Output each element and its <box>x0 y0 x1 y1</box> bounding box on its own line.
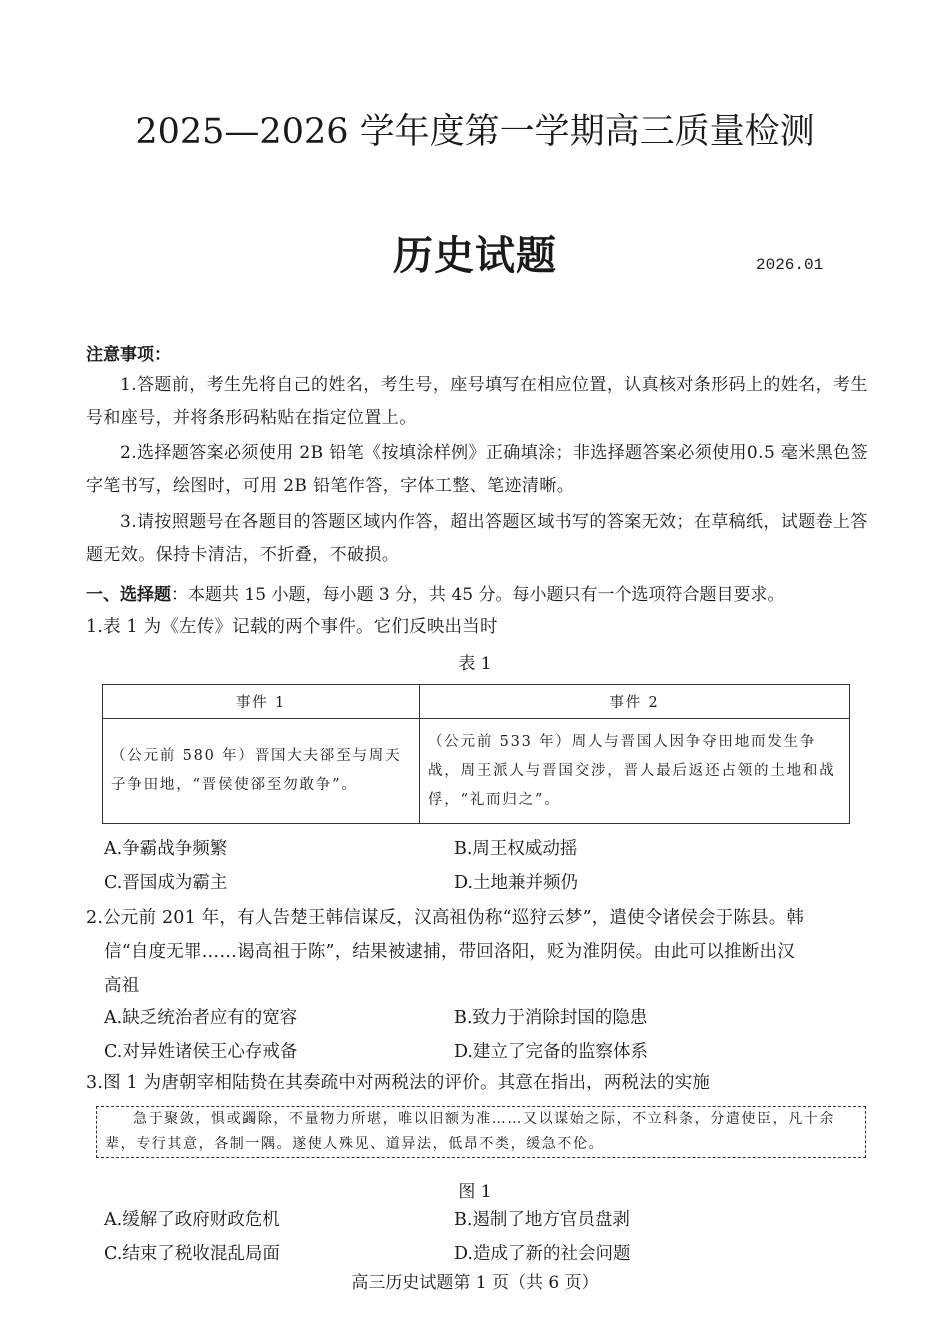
notice-item-2: 2.选择题答案必须使用 2B 铅笔《按填涂样例》正确填涂；非选择题答案必须使用0.5 毫米黑色签字笔书写，绘图时，可用 2B 铅笔作答，字体工整、笔迹清晰。 <box>86 443 868 496</box>
question-3-options <box>104 1201 804 1269</box>
exam-title: 2025—2026 学年度第一学期高三质量检测 <box>135 112 815 152</box>
question-2-options <box>104 999 804 1067</box>
section-description: ：本题共 15 小题，每小题 3 分，共 45 分。每小题只有一个选项符合题目要求。 <box>171 585 785 605</box>
option-b[interactable]: B.周王权威动摇 <box>454 838 578 859</box>
option-d[interactable]: D.造成了新的社会问题 <box>454 1243 631 1264</box>
subject-title: 历史试题 <box>393 232 557 279</box>
table-cell-event-2: （公元前 533 年）周人与晋国人因争夺田地而发生争战，周王派人与晋国交涉，晋人最后返还占领的土地和战俘，“礼而归之”。 <box>420 719 850 824</box>
notice-heading: 注意事项： <box>86 345 171 365</box>
notice-item-1: 1.答题前，考生先将自己的姓名，考生号，座号填写在相应位置，认真核对条形码上的姓名，考生号和座号，并将条形码粘贴在指定位置上。 <box>86 375 868 428</box>
section-heading <box>86 580 785 605</box>
option-d[interactable]: D.建立了完备的监察体系 <box>454 1041 648 1062</box>
option-c[interactable]: C.晋国成为霸主 <box>104 872 228 893</box>
table-1-caption: 表 1 <box>458 654 492 674</box>
question-2-stem-line-1: 2.公元前 201 年，有人告楚王韩信谋反，汉高祖伪称“巡狩云梦”，遣使令诸侯会于陈县。韩 <box>86 908 805 928</box>
exam-date: 2026.01 <box>756 256 824 274</box>
question-2-stem-line-3: 高祖 <box>104 976 140 996</box>
figure-1-caption: 图 1 <box>458 1182 492 1202</box>
notice-item-3: 3.请按照题号在各题目的答题区域内作答，超出答题区域书写的答案无效；在草稿纸，试题卷上答题无效。保持卡清洁，不折叠，不破损。 <box>86 512 868 565</box>
option-a[interactable]: A.争霸战争频繁 <box>104 838 228 859</box>
option-a[interactable]: A.缺乏统治者应有的宽容 <box>104 1007 298 1028</box>
option-b[interactable]: B.遏制了地方官员盘剥 <box>454 1209 630 1230</box>
question-2-stem-line-2: 信“自度无罪……谒高祖于陈”，结果被逮捕，带回洛阳，贬为淮阴侯。由此可以推断出汉 <box>104 942 795 962</box>
option-c[interactable]: C.对异姓诸侯王心存戒备 <box>104 1041 298 1062</box>
table-cell-event-1: （公元前 580 年）晋国大夫郤至与周天子争田地，“晋侯使郤至勿敢争”。 <box>103 719 420 824</box>
events-table <box>102 684 850 824</box>
option-d[interactable]: D.土地兼并频仍 <box>454 872 578 893</box>
section-label: 一、选择题 <box>86 585 171 605</box>
question-2-stem <box>86 901 870 1003</box>
table-header-event-2: 事件 2 <box>420 685 850 719</box>
question-3-stem: 3.图 1 为唐朝宰相陆贽在其奏疏中对两税法的评价。其意在指出，两税法的实施 <box>86 1073 711 1093</box>
quote-box <box>96 1106 866 1158</box>
option-b[interactable]: B.致力于消除封国的隐患 <box>454 1007 648 1028</box>
table-row <box>103 719 850 824</box>
page-footer: 高三历史试题第 1 页（共 6 页） <box>351 1273 599 1293</box>
quote-text: 急于聚敛，惧或蠲除，不量物力所堪，唯以旧额为准……又以谋始之际，不立科条，分遣使臣，凡十余辈，专行其意，各制一隅。遂使人殊见、道异法，低昂不类，缓急不伦。 <box>105 1111 835 1152</box>
table-header-row <box>103 685 850 719</box>
option-c[interactable]: C.结束了税收混乱局面 <box>104 1243 280 1264</box>
question-1-stem: 1.表 1 为《左传》记载的两个事件。它们反映出当时 <box>86 617 498 637</box>
option-a[interactable]: A.缓解了政府财政危机 <box>104 1209 280 1230</box>
table-header-event-1: 事件 1 <box>103 685 420 719</box>
question-1-options <box>104 830 804 898</box>
